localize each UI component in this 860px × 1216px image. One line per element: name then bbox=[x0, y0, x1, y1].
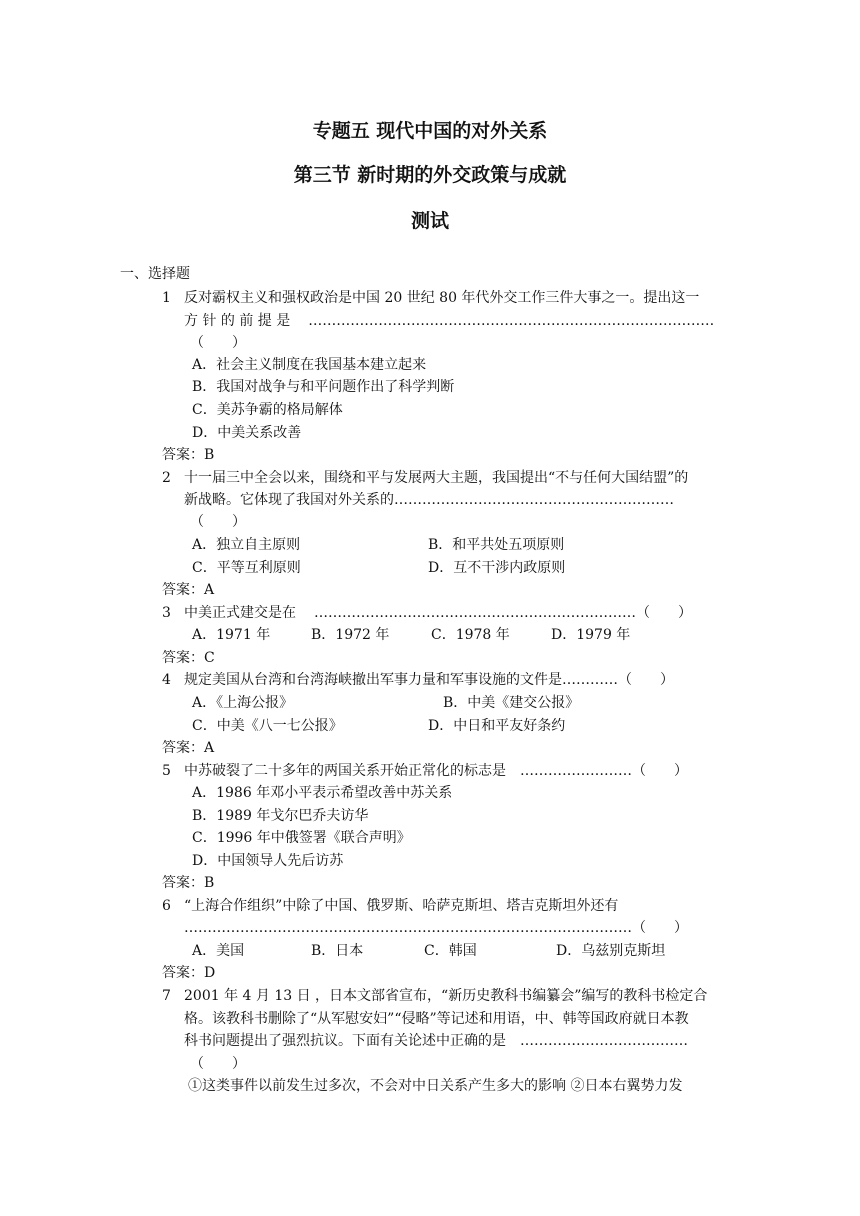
option-a: A．《上海公报》 bbox=[192, 695, 294, 711]
question-1-line-1 bbox=[162, 289, 699, 307]
option-d: D．1979 年 bbox=[551, 627, 631, 643]
question-number: 5 bbox=[162, 763, 171, 779]
option-d: D．乌兹别克斯坦 bbox=[556, 943, 666, 959]
answer-line: 答案：A bbox=[162, 740, 215, 756]
section-heading: 一、选择题 bbox=[120, 266, 190, 282]
question-text: “上海合作组织”中除了中国、俄罗斯、哈萨克斯坦、塔吉克斯坦外还有 bbox=[184, 898, 619, 914]
answer-paren: （ ） bbox=[190, 335, 246, 351]
answer-paren: （ ） bbox=[190, 514, 246, 530]
test-title: 测试 bbox=[410, 210, 449, 232]
option-b: B．1972 年 bbox=[311, 627, 390, 643]
option-d: D．互不干涉内政原则 bbox=[428, 560, 566, 576]
option-c: C．1978 年 bbox=[431, 627, 510, 643]
question-2-line-1 bbox=[162, 469, 688, 487]
option-b: B．我国对战争与和平问题作出了科学判断 bbox=[192, 379, 455, 395]
question-text: 新战略。它体现了我国对外关系的 bbox=[184, 492, 394, 508]
question-7-line-2: 格。该教科书删除了“从军慰安妇”“侵略”等记述和用语，中、韩等国政府就日本教 bbox=[184, 1011, 689, 1027]
option-c: C．中美《八一七公报》 bbox=[192, 718, 343, 734]
answer-line: 答案：A bbox=[162, 582, 215, 598]
question-5-line-1 bbox=[162, 762, 688, 780]
question-3-line-1 bbox=[162, 604, 692, 622]
answer-line: 答案：D bbox=[162, 965, 216, 981]
leader-dots: ………… bbox=[562, 672, 618, 688]
option-a: A．1986 年邓小平表示希望改善中苏关系 bbox=[192, 785, 453, 801]
question-number: 1 bbox=[162, 290, 171, 306]
option-c: C．1996 年中俄签署《联合声明》 bbox=[192, 830, 411, 846]
question-6-line-2 bbox=[184, 919, 688, 937]
answer-paren: （ ） bbox=[190, 1056, 246, 1072]
question-text: 十一届三中全会以来，围绕和平与发展两大主题，我国提出“不与任何大国结盟”的 bbox=[184, 470, 689, 486]
answer-paren: （ ） bbox=[636, 605, 692, 621]
question-number: 4 bbox=[162, 672, 171, 688]
leader-dots: ……………………………… bbox=[520, 1033, 688, 1049]
question-text: 规定美国从台湾和台湾海峡撤出军事力量和军事设施的文件是 bbox=[184, 672, 562, 688]
question-number: 6 bbox=[162, 898, 171, 914]
answer-line: 答案：B bbox=[162, 447, 215, 463]
leader-dots: …………………………………………………………… bbox=[314, 605, 636, 621]
question-4-line-1 bbox=[162, 671, 674, 689]
section-title: 第三节 新时期的外交政策与成就 bbox=[293, 164, 567, 186]
question-7-line-1 bbox=[162, 987, 707, 1005]
question-number: 7 bbox=[162, 988, 171, 1004]
question-text: 反对霸权主义和强权政治是中国 20 世纪 80 年代外交工作三件大事之一。提出这一 bbox=[184, 290, 700, 306]
question-text: 方 针 的 前 提 是 bbox=[184, 313, 291, 329]
question-7-line-3 bbox=[184, 1032, 688, 1050]
option-b: B．日本 bbox=[311, 943, 364, 959]
option-d: D．中美关系改善 bbox=[192, 425, 302, 441]
question-text: 中苏破裂了二十多年的两国关系开始正常化的标志是 bbox=[184, 763, 506, 779]
question-7-statements: ①这类事件以前发生过多次，不会对中日关系产生多大的影响 ②日本右翼势力发 bbox=[188, 1078, 683, 1094]
leader-dots: …………………………………………………………………………………… bbox=[184, 920, 632, 936]
question-2-line-2 bbox=[184, 491, 674, 509]
option-b: B．中美《建交公报》 bbox=[443, 695, 580, 711]
option-c: C．美苏争霸的格局解体 bbox=[192, 402, 343, 418]
leader-dots: …………………………………………………… bbox=[394, 492, 674, 508]
option-c: C．平等互利原则 bbox=[192, 560, 301, 576]
question-text: 科书问题提出了强烈抗议。下面有关论述中正确的是 bbox=[184, 1033, 506, 1049]
question-text: 2001 年 4 月 13 日 ，日本文部省宣布，“新历史教科书编纂会”编写的教科书检定合 bbox=[184, 988, 708, 1004]
option-d: D．中国领导人先后访苏 bbox=[192, 853, 344, 869]
option-a: A．独立自主原则 bbox=[192, 537, 301, 553]
question-6-line-1 bbox=[162, 897, 618, 915]
question-number: 2 bbox=[162, 470, 171, 486]
option-b: B．1989 年戈尔巴乔夫访华 bbox=[192, 808, 369, 824]
leader-dots: …………………… bbox=[520, 763, 632, 779]
option-a: A．社会主义制度在我国基本建立起来 bbox=[192, 357, 427, 373]
question-1-line-2 bbox=[184, 312, 714, 330]
question-text: 中美正式建交是在 bbox=[184, 605, 296, 621]
option-c: C．韩国 bbox=[424, 943, 477, 959]
answer-line: 答案：C bbox=[162, 650, 215, 666]
answer-line: 答案：B bbox=[162, 875, 215, 891]
answer-paren: （ ） bbox=[632, 763, 688, 779]
question-number: 3 bbox=[162, 605, 171, 621]
option-d: D．中日和平友好条约 bbox=[428, 718, 566, 734]
option-a: A．美国 bbox=[192, 943, 245, 959]
leader-dots: …………………………………………………………………………… bbox=[308, 313, 715, 329]
answer-paren: （ ） bbox=[618, 672, 674, 688]
answer-paren: （ ） bbox=[632, 920, 688, 936]
option-a: A．1971 年 bbox=[192, 627, 271, 643]
doc-title: 专题五 现代中国的对外关系 bbox=[312, 120, 548, 142]
option-b: B．和平共处五项原则 bbox=[428, 537, 565, 553]
